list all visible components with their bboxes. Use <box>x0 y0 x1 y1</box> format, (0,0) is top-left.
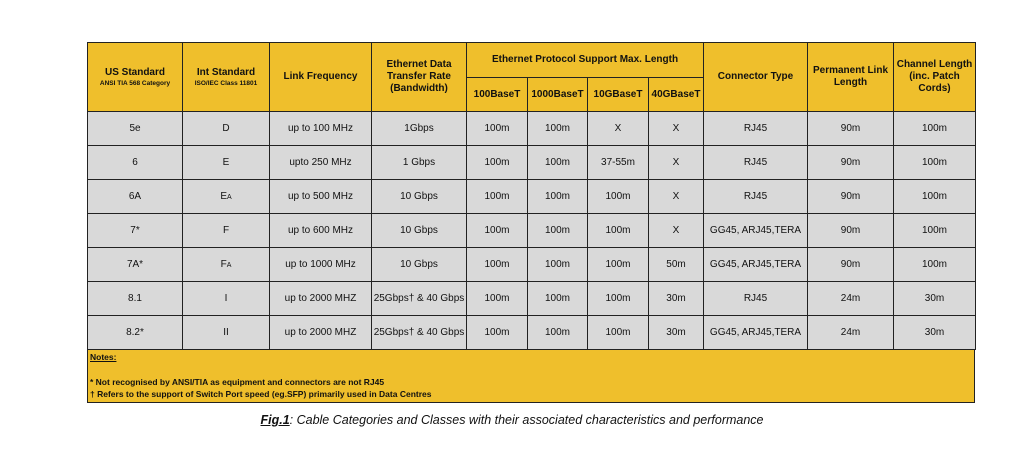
cell-10gbaset: X <box>588 112 649 146</box>
cell-connector: GG45, ARJ45,TERA <box>704 316 808 350</box>
cell-freq: up to 100 MHz <box>270 112 372 146</box>
table-row <box>88 214 976 248</box>
cell-freq: up to 2000 MHZ <box>270 316 372 350</box>
header-us-standard <box>88 43 183 112</box>
figure-caption <box>0 413 1024 427</box>
table-row <box>88 146 976 180</box>
cell-us: 6 <box>88 146 183 180</box>
cell-connector: RJ45 <box>704 180 808 214</box>
header-permanent-link: Permanent Link Length <box>808 43 894 112</box>
cell-100baset: 100m <box>467 180 528 214</box>
header-40gbaset: 40GBaseT <box>649 78 704 112</box>
cell-freq: up to 1000 MHz <box>270 248 372 282</box>
cell-freq: up to 2000 MHZ <box>270 282 372 316</box>
header-int-standard <box>183 43 270 112</box>
cell-1000baset: 100m <box>528 214 588 248</box>
table-row <box>88 248 976 282</box>
cell-10gbaset: 100m <box>588 180 649 214</box>
header-transfer-rate: Ethernet Data Transfer Rate (Bandwidth) <box>372 43 467 112</box>
cell-us: 7* <box>88 214 183 248</box>
cell-rate: 25Gbps† & 40 Gbps <box>372 316 467 350</box>
cell-1000baset: 100m <box>528 316 588 350</box>
cell-permanent-link: 90m <box>808 214 894 248</box>
cell-int: EA <box>183 180 270 214</box>
cell-freq: up to 500 MHz <box>270 180 372 214</box>
cell-channel-length: 100m <box>894 112 976 146</box>
cell-us: 6A <box>88 180 183 214</box>
cell-1000baset: 100m <box>528 248 588 282</box>
cell-int: I <box>183 282 270 316</box>
cell-int: E <box>183 146 270 180</box>
figure-caption-text: : Cable Categories and Classes with their associated characteristics and performance <box>289 413 764 427</box>
cell-us: 5e <box>88 112 183 146</box>
cell-40gbaset: X <box>649 112 704 146</box>
table-row <box>88 180 976 214</box>
cell-rate: 1Gbps <box>372 112 467 146</box>
note-dagger: † Refers to the support of Switch Port speed (eg.SFP) primarily used in Data Centres <box>90 389 432 399</box>
us-standard-label: US Standard <box>104 66 165 78</box>
cell-1000baset: 100m <box>528 146 588 180</box>
cell-permanent-link: 90m <box>808 180 894 214</box>
cell-10gbaset: 37-55m <box>588 146 649 180</box>
cell-channel-length: 100m <box>894 146 976 180</box>
cell-100baset: 100m <box>467 316 528 350</box>
cell-permanent-link: 24m <box>808 282 894 316</box>
cell-100baset: 100m <box>467 146 528 180</box>
notes-box <box>87 350 975 403</box>
table-row <box>88 112 976 146</box>
cell-freq: upto 250 MHz <box>270 146 372 180</box>
cell-10gbaset: 100m <box>588 248 649 282</box>
cell-40gbaset: 30m <box>649 282 704 316</box>
note-asterisk: * Not recognised by ANSI/TIA as equipment and connectors are not RJ45 <box>90 377 385 387</box>
header-100baset: 100BaseT <box>467 78 528 112</box>
cell-permanent-link: 90m <box>808 248 894 282</box>
cell-us: 7A* <box>88 248 183 282</box>
cell-connector: RJ45 <box>704 146 808 180</box>
cell-int: D <box>183 112 270 146</box>
cell-100baset: 100m <box>467 282 528 316</box>
cell-channel-length: 100m <box>894 214 976 248</box>
cell-permanent-link: 90m <box>808 112 894 146</box>
figure-label: Fig.1 <box>260 413 290 427</box>
cell-channel-length: 30m <box>894 316 976 350</box>
cell-int: F <box>183 214 270 248</box>
int-standard-sublabel: ISO/IEC Class 11801 <box>194 79 258 87</box>
header-connector-type: Connector Type <box>704 43 808 112</box>
cell-channel-length: 100m <box>894 248 976 282</box>
cable-categories-table <box>87 42 976 350</box>
cell-40gbaset: X <box>649 214 704 248</box>
cell-1000baset: 100m <box>528 282 588 316</box>
cell-rate: 10 Gbps <box>372 180 467 214</box>
cell-40gbaset: 30m <box>649 316 704 350</box>
cell-permanent-link: 24m <box>808 316 894 350</box>
cell-channel-length: 100m <box>894 180 976 214</box>
cell-connector: GG45, ARJ45,TERA <box>704 248 808 282</box>
int-standard-label: Int Standard <box>196 66 256 78</box>
table-row <box>88 316 976 350</box>
notes-title: Notes: <box>90 352 117 362</box>
us-standard-sublabel: ANSI TIA 568 Category <box>99 79 171 87</box>
cell-1000baset: 100m <box>528 112 588 146</box>
cell-rate: 1 Gbps <box>372 146 467 180</box>
cell-10gbaset: 100m <box>588 214 649 248</box>
cell-int: II <box>183 316 270 350</box>
table-row <box>88 282 976 316</box>
cell-rate: 25Gbps† & 40 Gbps <box>372 282 467 316</box>
cell-40gbaset: X <box>649 146 704 180</box>
cell-100baset: 100m <box>467 248 528 282</box>
cell-40gbaset: X <box>649 180 704 214</box>
cell-connector: RJ45 <box>704 282 808 316</box>
cell-100baset: 100m <box>467 214 528 248</box>
cell-10gbaset: 100m <box>588 316 649 350</box>
cell-rate: 10 Gbps <box>372 214 467 248</box>
cable-table-container <box>87 42 975 403</box>
header-channel-length: Channel Length (inc. Patch Cords) <box>894 43 976 112</box>
cell-freq: up to 600 MHz <box>270 214 372 248</box>
cell-permanent-link: 90m <box>808 146 894 180</box>
cell-us: 8.2* <box>88 316 183 350</box>
cell-int: FA <box>183 248 270 282</box>
header-link-frequency: Link Frequency <box>270 43 372 112</box>
header-protocol-support: Ethernet Protocol Support Max. Length <box>467 43 704 78</box>
cell-40gbaset: 50m <box>649 248 704 282</box>
cell-1000baset: 100m <box>528 180 588 214</box>
header-10gbaset: 10GBaseT <box>588 78 649 112</box>
cell-connector: RJ45 <box>704 112 808 146</box>
header-1000baset: 1000BaseT <box>528 78 588 112</box>
cell-us: 8.1 <box>88 282 183 316</box>
cell-connector: GG45, ARJ45,TERA <box>704 214 808 248</box>
cell-10gbaset: 100m <box>588 282 649 316</box>
cell-100baset: 100m <box>467 112 528 146</box>
cell-channel-length: 30m <box>894 282 976 316</box>
cell-rate: 10 Gbps <box>372 248 467 282</box>
